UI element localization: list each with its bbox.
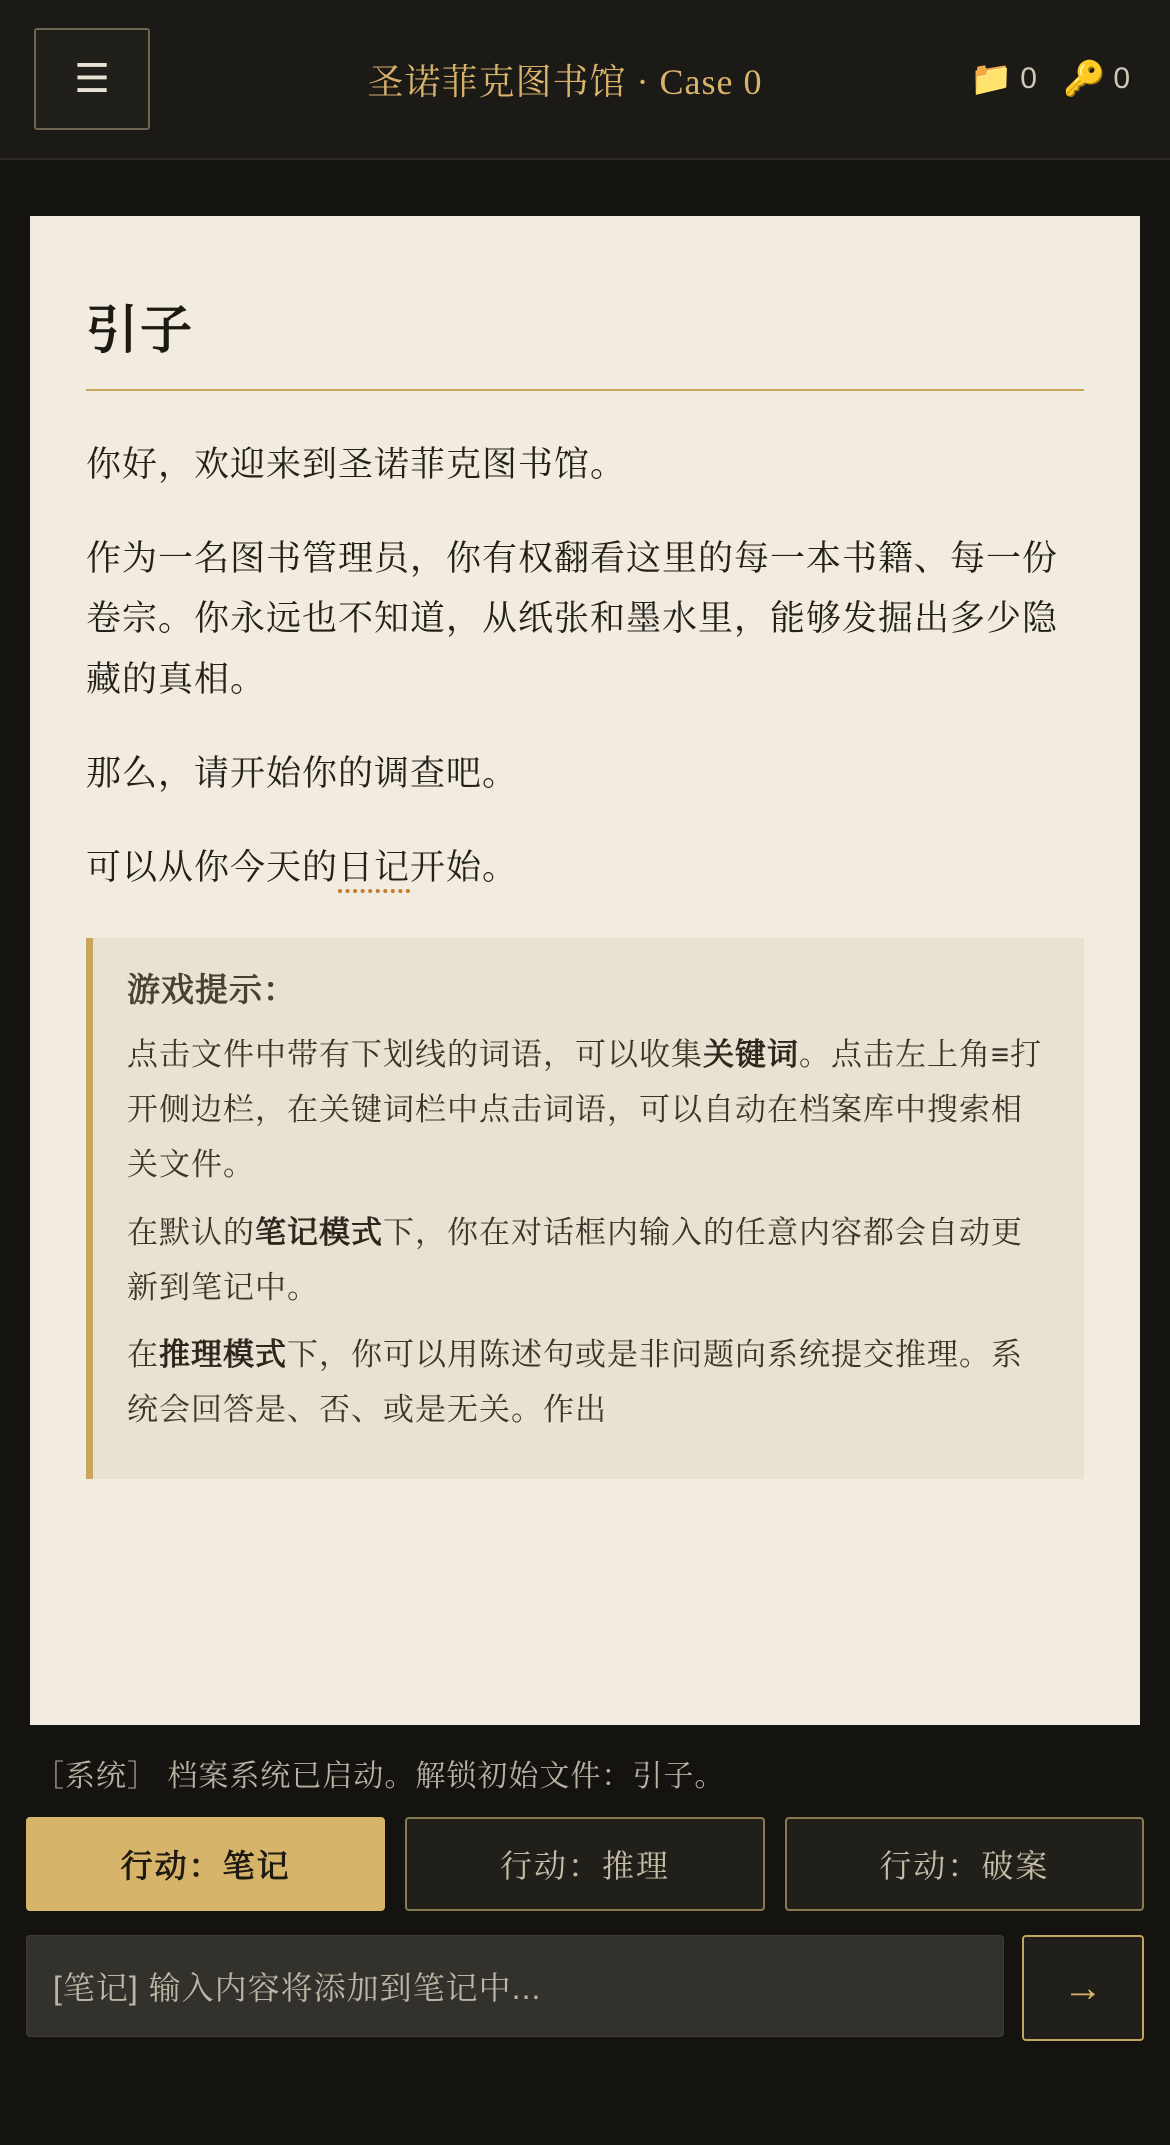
hamburger-menu-button[interactable]	[34, 28, 150, 130]
action-buttons	[26, 1817, 1144, 1911]
message-input[interactable]: [笔记] 输入内容将添加到笔记中...	[26, 1935, 1004, 2037]
hint-text: 下，你可以用陈述句或是非问题向系统提交推理。系统会回答是、否、或是无关。作出	[127, 1336, 1023, 1428]
text-prefix: 可以从你今天的	[86, 847, 339, 887]
game-hint-box	[86, 938, 1084, 1479]
action-solve-button[interactable]: 行动：破案	[785, 1817, 1144, 1911]
action-notes-button[interactable]: 行动：笔记	[26, 1817, 385, 1911]
hint-emphasis: 推理模式	[159, 1336, 287, 1372]
folder-counter[interactable]	[970, 62, 1037, 96]
page-title: 圣诺菲克图书馆 · Case 0	[367, 61, 763, 102]
hint-text: 下，你在对话框内输入的任意内容都会自动更新到笔记中。	[127, 1214, 1023, 1305]
hint-line-2	[127, 1205, 1050, 1315]
key-icon: 🔑	[1062, 60, 1106, 98]
folder-count: 0	[1020, 62, 1037, 95]
document-heading: 引子	[86, 302, 195, 360]
counters	[970, 62, 1136, 96]
hint-line-3	[127, 1327, 1050, 1437]
bottom-panel	[0, 1725, 1170, 2145]
hint-text: 在	[127, 1336, 159, 1372]
key-count: 0	[1113, 62, 1130, 95]
document-panel	[30, 216, 1140, 1725]
document-paragraph: 那么，请开始你的调查吧。	[86, 753, 519, 793]
key-counter[interactable]	[1063, 62, 1130, 96]
hint-emphasis: 笔记模式	[255, 1214, 383, 1250]
document-paragraph: 你好，欢迎来到圣诺菲克图书馆。	[86, 445, 627, 484]
document-scroll-area[interactable]	[0, 160, 1170, 1725]
hint-title: 游戏提示：	[127, 971, 297, 1009]
document-paragraph-with-keyword	[86, 838, 1084, 898]
heading-divider	[86, 389, 1084, 391]
system-message: ［系统］ 档案系统已启动。解锁初始文件：引子。	[34, 1760, 726, 1793]
action-deduction-button[interactable]: 行动：推理	[405, 1817, 764, 1911]
send-button[interactable]: →	[1022, 1935, 1144, 2041]
document-paragraph: 作为一名图书管理员，你有权翻看这里的每一本书籍、每一份卷宗。你永远也不知道，从纸张和墨水里，能够发掘出多少隐藏的真相。	[86, 539, 1059, 699]
hint-line-1	[127, 1027, 1050, 1193]
folder-icon: 📁	[969, 60, 1013, 98]
keyword-diary[interactable]: 日记	[338, 848, 410, 893]
input-row	[26, 1935, 1144, 2041]
hint-text: 在默认的	[127, 1214, 255, 1250]
hint-emphasis: 关键词	[703, 1037, 799, 1073]
hint-text: 。点击左上角≡打开侧边栏，在关键词栏中点击词语，可以自动在档案库中搜索相关文件。	[127, 1037, 1043, 1183]
hamburger-icon: ☰	[74, 57, 110, 101]
top-bar	[0, 0, 1170, 160]
text-suffix: 开始。	[410, 847, 519, 887]
hint-text: 点击文件中带有下划线的词语，可以收集	[127, 1037, 703, 1073]
